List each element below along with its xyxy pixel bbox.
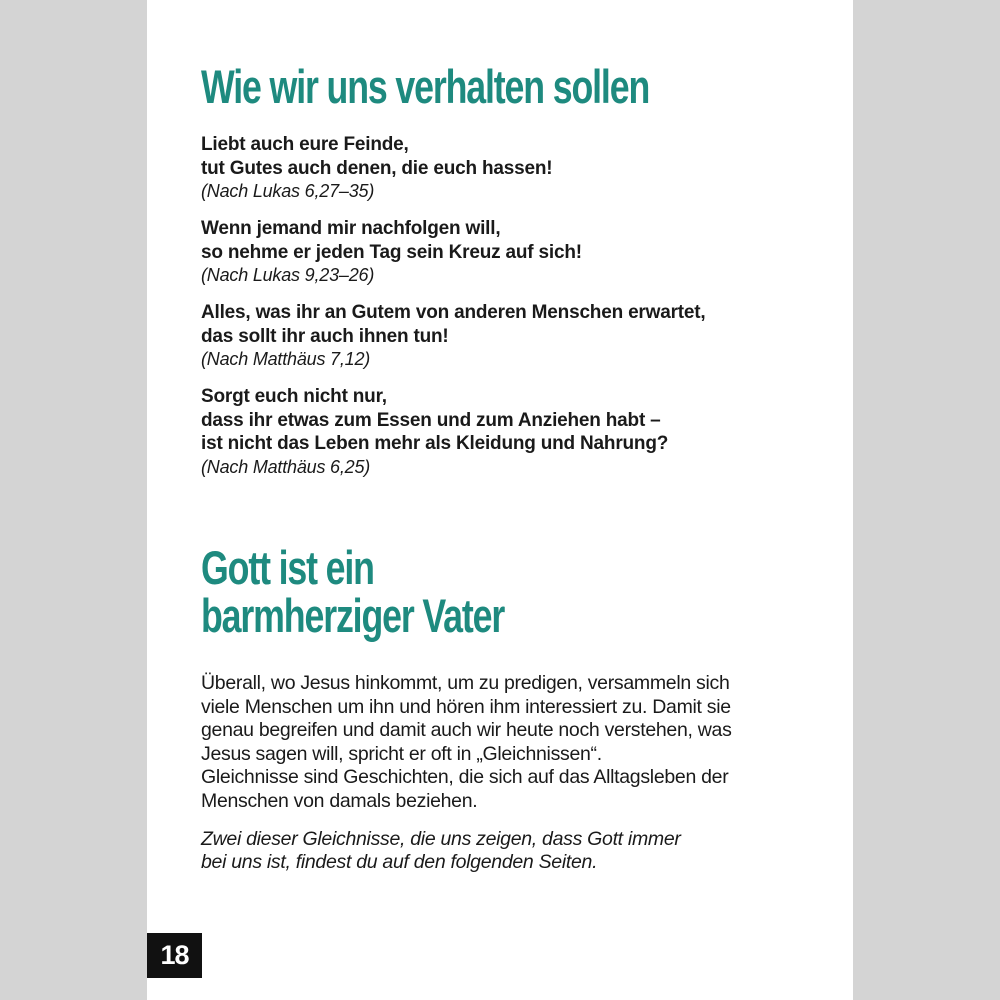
quote-line: Sorgt euch nicht nur, <box>201 386 387 407</box>
quote-line: dass ihr etwas zum Essen und zum Anziehen habt – <box>201 409 661 431</box>
quote-source: (Nach Matthäus 7,12) <box>201 349 371 369</box>
quote-line: so nehme er jeden Tag sein Kreuz auf sich! <box>201 241 582 263</box>
section-heading-verhalten: Wie wir uns verhalten sollen <box>201 60 650 113</box>
heading-line: Gott ist ein <box>201 541 374 594</box>
quote-item <box>201 217 821 287</box>
italic-paragraph <box>201 828 821 875</box>
paragraph-line: Jesus sagen will, spricht er oft in „Gleichnissen“. <box>201 742 602 765</box>
quote-line: Alles, was ihr an Gutem von anderen Menschen erwartet, <box>201 302 706 323</box>
quote-source: (Nach Matthäus 6,25) <box>201 456 371 477</box>
paragraph-line: bei uns ist, findest du auf den folgenden Seiten. <box>201 851 598 874</box>
paragraph-line: Überall, wo Jesus hinkommt, um zu predigen, versammeln sich <box>201 672 730 694</box>
heading-line: barmherziger Vater <box>201 589 505 642</box>
quote-item <box>201 301 821 371</box>
page-number-badge: 18 <box>147 933 202 978</box>
paragraph-line: Gleichnisse sind Geschichten, die sich auf das Alltagsleben der <box>201 766 729 789</box>
quote-line: das sollt ihr auch ihnen tun! <box>201 325 449 347</box>
section-heading-barmherziger-vater <box>201 541 505 642</box>
body-text <box>201 672 821 875</box>
quote-line: Liebt auch eure Feinde, <box>201 134 409 155</box>
quote-list <box>201 133 821 493</box>
quote-line: ist nicht das Leben mehr als Kleidung und Nahrung? <box>201 433 669 454</box>
paragraph-line: Zwei dieser Gleichnisse, die uns zeigen, dass Gott immer <box>201 827 681 850</box>
quote-source: (Nach Lukas 6,27–35) <box>201 181 375 201</box>
paragraph-line: viele Menschen um ihn und hören ihm interessiert zu. Damit sie <box>201 695 731 718</box>
quote-line: Wenn jemand mir nachfolgen will, <box>201 218 501 239</box>
intro-paragraph <box>201 672 821 814</box>
quote-item <box>201 133 821 203</box>
paragraph-line: Menschen von damals beziehen. <box>201 789 478 812</box>
book-page <box>147 0 853 1000</box>
paragraph-line: genau begreifen und damit auch wir heute noch verstehen, was <box>201 719 732 742</box>
quote-line: tut Gutes auch denen, die euch hassen! <box>201 157 553 179</box>
quote-item <box>201 385 821 479</box>
quote-source: (Nach Lukas 9,23–26) <box>201 265 375 285</box>
